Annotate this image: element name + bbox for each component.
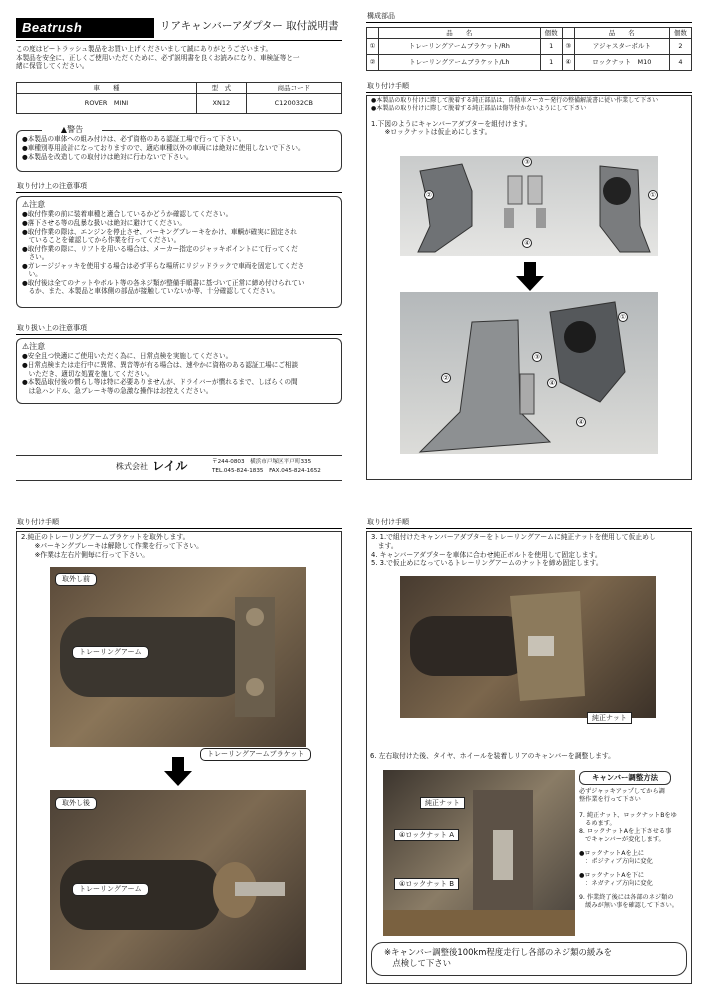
procedure2-panel: 2.純正のトレーリングアームブラケットを取外します。 ※パーキングブレーキは解除して作業を行って下さい。 ※作業は左右片側毎に行って下さい。 <box>16 531 342 984</box>
table-row: ② トレーリングアームブラケット/Lh 1 ④ ロックナット M10 4 <box>367 55 692 71</box>
trailing-arm-label: トレーリングアーム <box>72 646 149 659</box>
caution-icon: ⚠ <box>22 342 30 351</box>
handling-caution-heading: 取り扱い上の注意事項 <box>17 324 87 332</box>
down-arrow-icon <box>163 757 193 787</box>
callout-4: ④ <box>576 417 586 427</box>
procedure2-heading: 取り付け手順 <box>17 518 59 526</box>
intro-text: この度はビートラッシュ製品をお買い上げくださいまして誠にありがとうございます。 本製品を安全に、正しくご使用いただくために、必ず説明書を良くお読みになり、車検証等と一 緒に保管してください。 <box>16 45 300 71</box>
after-removal-photo <box>50 790 306 970</box>
warning-icon: ▲ <box>60 125 68 134</box>
vehicle-table: 車 種 型 式 商品コード ROVER MINI XN12 C120032CB <box>16 82 342 114</box>
down-arrow-icon <box>515 262 545 292</box>
genuine-nut-label: 純正ナット <box>587 712 632 724</box>
step6-text: 6. 左右取付けた後、タイヤ、ホイールを装着しリアのキャンバーを調整します。 <box>370 752 615 760</box>
callout-2: ② <box>424 190 434 200</box>
camber-instructions: キャンバー調整方法 必ずジャッキアップしてから調 整作業を行って下さい 7. 純正ナット、ロックナットBをゆ るめます。 8. ロックナットAを上下させる事 でキャンバーが変化します。 ●ロックナットAを上に ：ポジティブ方向に変化 ●ロックナットAを下に ：ネガティブ方向に変化 9. 作業終了後には各部のネジ類の 緩みが無い事を確認して下さい。 <box>579 773 678 910</box>
company-footer: 株式会社 レイル 〒244-0803 横浜市戸塚区平戸町335 TEL.045-824-1835 FAX.045-824-1652 <box>16 455 342 481</box>
warning-box: ▲警告 ●本製品の車体への組み付けは、必ず資格のある認証工場で行って下さい。 ●車種別専用設計になっておりますので、適応車種以外の車両には絶対に使用しないで下さい。 ●本製品を改造しての取付けは絶対に行わないで下さい。 <box>16 130 342 172</box>
camber-photo <box>383 770 575 936</box>
installed-photo <box>400 576 656 718</box>
after-photo-illustration <box>50 790 306 970</box>
callout-1: ① <box>648 190 658 200</box>
caution-icon: ⚠ <box>22 200 30 209</box>
procedure3-panel: 3. 1.で組付けたキャンバーアダプターをトレーリングアームに純正ナットを使用して仮止めし ます。 4. キャンバーアダプターを車体に合わせ純正ボルトを使用して固定します。 5. 3.で仮止めになっているトレーリングアームのナットを締め固定します。 <box>366 531 692 984</box>
callout-1: ① <box>618 312 628 322</box>
procedure3-heading: 取り付け手順 <box>367 518 409 526</box>
page-title: リアキャンバーアダプター 取付説明書 <box>160 20 339 32</box>
locknut-a-label: ④ロックナット A <box>394 829 459 841</box>
parts-heading: 構成部品 <box>367 12 395 20</box>
brand-logo: Beatrush <box>16 18 154 38</box>
bracket-label: トレーリングアームブラケット <box>200 748 311 761</box>
callout-2: ② <box>441 373 451 383</box>
install-caution-heading: 取り付け上の注意事項 <box>17 182 87 190</box>
handling-caution-box: ⚠注意 ●安全且つ快適にご使用いただく為に、日常点検を実施してください。 ●日常点検または走行中に異常、異音等が有る場合は、速やかに資格のある認証工場にご相談 いただき、適切な処置を施してください。 ●本製品取付後の慣らし等は特に必要ありませんが、ドライバーが慣れるまで、しばらくの間 は急ハンドル、急ブレーキ等の急激な操作はお控えください。 <box>16 338 342 404</box>
parts-table: 品 名 個数 品 名 個数 ① トレーリングアームブラケット/Rh 1 ③ アジャスターボルト 2 ② トレーリングアームブラケット/Lh 1 ④ ロックナット M10 4 <box>366 27 692 71</box>
install-caution-box: ⚠注意 ●取付作業の前に装着車種と適合しているかどうか確認してください。 ●落下させる等の乱暴な扱いは絶対に避けてください。 ●取付作業の際は、エンジンを停止させ、パーキングブレーキをかけ、車輌が確実に固定され ていることを確認してから作業を行ってください。 ●取付作業の際に、リフトを用いる場合は、メーカー指定のジャッキポイントにて行ってくだ さい。 ●ガレージジャッキを使用する場合は必ず平らな場所にリジッドラックで車両を固定してくださ い。 ●取付後は全てのナットやボルト等の各ネジ類が整備手順書に基づいて正常に締め付けられてい るか、また、本製品と車体側の部品が接触していないか等、十分確認してください。 <box>16 196 342 308</box>
genuine-nut-label: 純正ナット <box>420 797 465 809</box>
callout-4: ④ <box>547 378 557 388</box>
before-label: 取外し前 <box>55 573 97 586</box>
after-label: 取外し後 <box>55 797 97 810</box>
procedure1-panel: ●本製品の取り付けに際して脱着する純正部品は、自動車メーカー発行の整備解説書に従い作業して下さい ●本製品の取り付けに際して脱着する純正部品は傷等付かないようにして下さい 1.下図のようにキャンバーアダプターを組付けます。 ※ロックナットは仮止めにします。 <box>366 95 692 480</box>
locknut-b-label: ④ロックナット B <box>394 878 459 890</box>
callout-4: ④ <box>522 238 532 248</box>
final-note: ※キャンバー調整後100km程度走行し各部のネジ類の緩みを 点検して下さい <box>371 942 687 976</box>
divider <box>16 40 342 41</box>
installed-photo-illustration <box>400 576 656 718</box>
callout-3: ③ <box>532 352 542 362</box>
camber-photo-illustration <box>383 770 575 936</box>
trailing-arm-label: トレーリングアーム <box>72 883 149 896</box>
procedure1-heading: 取り付け手順 <box>367 82 409 90</box>
callout-3: ③ <box>522 157 532 167</box>
table-row: ① トレーリングアームブラケット/Rh 1 ③ アジャスターボルト 2 <box>367 39 692 55</box>
